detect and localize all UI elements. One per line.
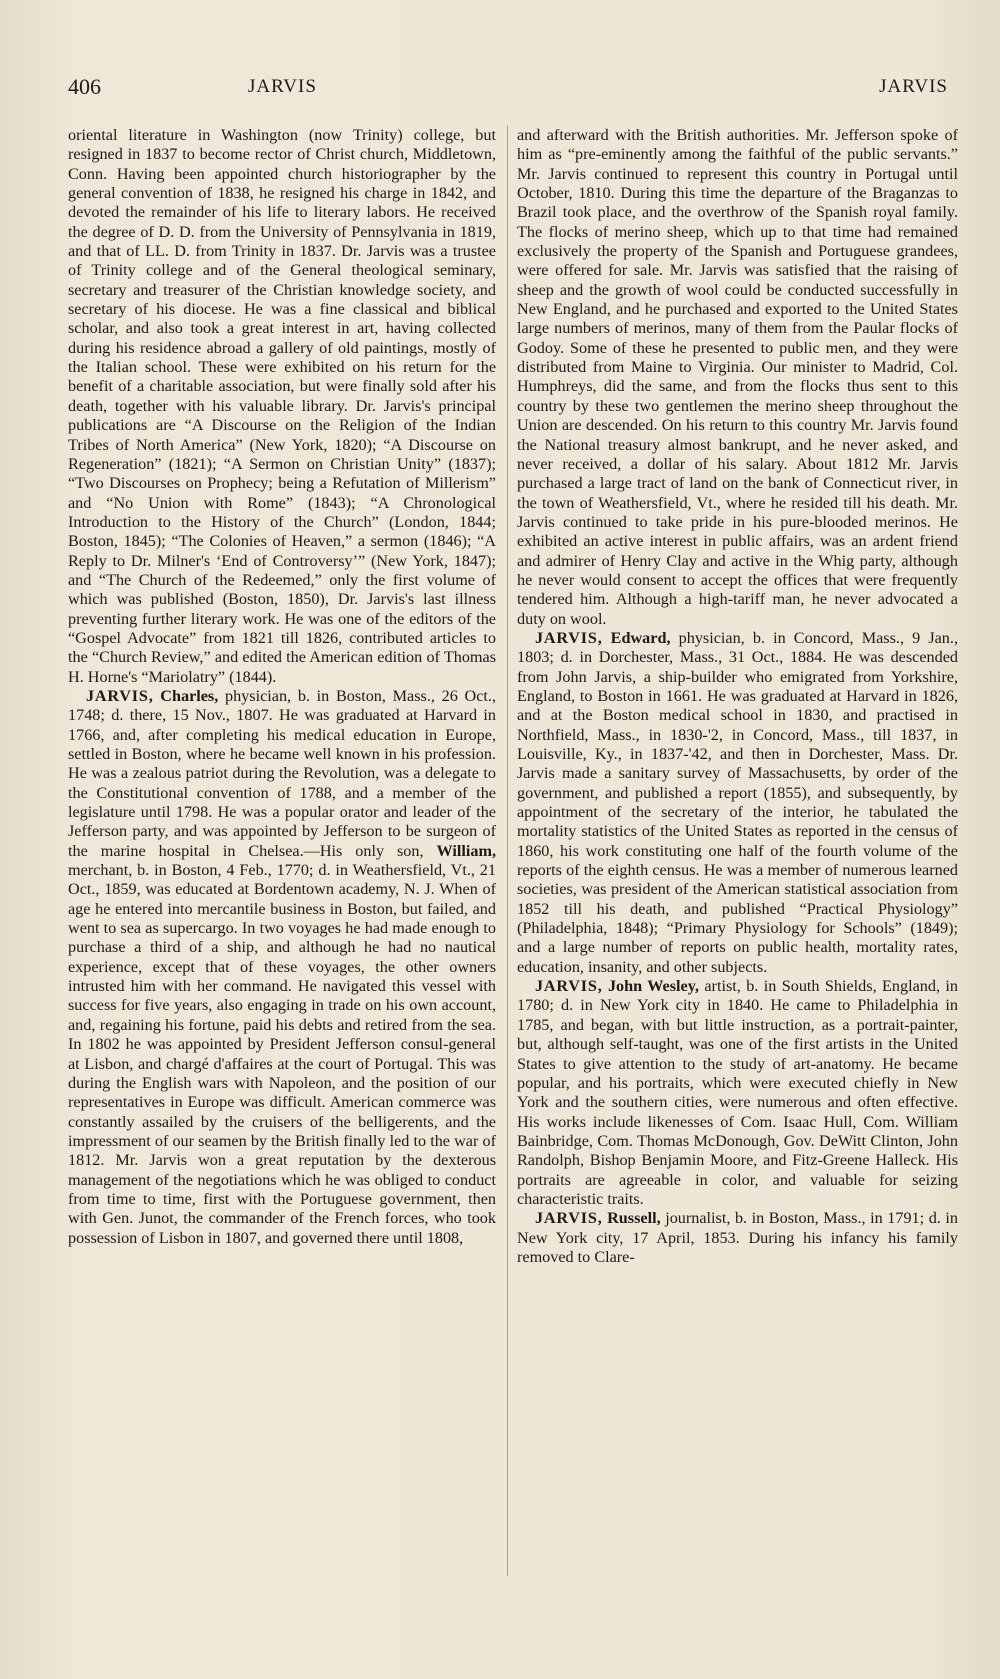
- entry-text: physician, b. in Boston, Mass., 26 Oct., 1748; d. there, 15 Nov., 1807. He was graduated at Harvard in 1766, and, after completing his medical education in Europe, settled in Boston, where he became well known in his profession. He was a zealous patriot during the Revolution, was a delegate to the Constitutional convention of 1788, and a member of the legislature until 1798. He was a popular orator and leader of the Jefferson party, and was appointed by Jefferson to be surgeon of the marine hospital in Chelsea.—His only son,: [68, 686, 497, 860]
- entry-russell-jarvis: [517, 1209, 958, 1267]
- entry-given-name: John Wesley,: [607, 977, 699, 996]
- entry-charles-jarvis: [68, 687, 496, 1248]
- entry-surname: JARVIS,: [535, 1209, 603, 1228]
- entry-surname: JARVIS,: [535, 628, 603, 647]
- entry-text: artist, b. in South Shields, England, in 1780; d. in New York city in 1840. He came to Philadelphia in 1785, and began, with but little instruction, as a portrait-painter, but, although self-taught, was one of the first artists in the United States to give attention to the study of art-anatomy. He became popular, and his portraits, which were executed chiefly in New York and the southern cities, were numerous and often effective. His works include likenesses of Com. Isaac Hull, Com. William Bainbridge, Com. Thomas McDonough, Gov. DeWitt Clinton, John Randolph, Bishop Benjamin Moore, and Fitz-Greene Halleck. His portraits are agreeable in color, and valuable for seizing characteristic traits.: [517, 977, 959, 1208]
- entry-given-name: Russell,: [607, 1209, 661, 1228]
- column-divider: [507, 126, 508, 1576]
- continued-entry-text: and afterward with the British authorities. Mr. Jefferson spoke of him as “pre-eminently among the faithful of the public servants.” Mr. Jarvis continued to represent this country in Portugal until October, 1810. During this time the departure of the Braganzas to Brazil took place, and the overthrow of the Spanish royal family. The flocks of merino sheep, which up to that time had remained exclusively the property of the Spanish and Portuguese grandees, were offered for sale. Mr. Jarvis was satisfied that the raising of sheep and the growth of wool could be conducted successfully in New England, and he purchased and exported to the United States large numbers of merinos, many of them from the Paular flocks of Godoy. Some of these he presented to public men, and they were distributed from Maine to Virginia. Our minister to Madrid, Col. Humphreys, did the same, and from the flocks thus sent to this country by these two gentlemen the merino sheep throughout the Union are descended. On his return to this country Mr. Jarvis found the National treasury almost bankrupt, and he never asked, and never received, a dollar of his salary. About 1812 Mr. Jarvis purchased a large tract of land on the bank of Connecticut river, in the town of Weathersfield, Vt., where he resided till his death. Mr. Jarvis continued to take pride in his pure-blooded merinos. He exhibited an active interest in public affairs, was an ardent friend and admirer of Henry Clay and active in the Whig party, although he never would consent to accept the offices that were frequently tendered him. Although a high-tariff man, he never advocated a duty on wool.: [517, 126, 958, 628]
- running-head-left: JARVIS: [248, 76, 317, 97]
- entry-surname: JARVIS,: [86, 686, 154, 705]
- entry-given-name: Charles,: [160, 686, 219, 705]
- sub-entry-name: William,: [436, 841, 497, 860]
- entry-john-wesley-jarvis: [517, 977, 958, 1209]
- entry-text: journalist, b. in Boston, Mass., in 1791; d. in New York city, 17 April, 1853. During his infancy his family removed to Clare-: [517, 1209, 958, 1266]
- entry-edward-jarvis: [517, 629, 958, 977]
- entry-surname: JARVIS,: [535, 977, 603, 996]
- page-header: [68, 74, 948, 102]
- running-head-right: JARVIS: [879, 76, 948, 97]
- right-column: [517, 126, 958, 1267]
- page-number: 406: [68, 74, 101, 99]
- sub-entry-text: merchant, b. in Boston, 4 Feb., 1770; d. in Weathersfield, Vt., 21 Oct., 1859, was educated at Bordentown academy, N. J. When of age he entered into mercantile business in Boston, but failed, and went to sea as supercargo. In two voyages he had made enough to purchase a third of a ship, and although he had no nautical experience, except that of these voyages, the other owners intrusted him with her command. He navigated this vessel with success for five years, also engaging in trade on his own account, and, regaining his fortune, paid his debts and retired from the sea. In 1802 he was appointed by President Jefferson consul-general at Lisbon, and chargé d'affaires at the court of Portugal. This was during the English wars with Napoleon, and the position of our representatives in Europe was difficult. American commerce was constantly assailed by the cruisers of the belligerents, and the impressment of our seamen by the British finally led to the war of 1812. Mr. Jarvis won a great reputation by the dexterous management of the negotiations which he was obliged to conduct from time to time, first with the Portuguese government, then with Gen. Junot, the commander of the French forces, who took possession of Lisbon in 1807, and governed there until 1808,: [68, 861, 496, 1247]
- entry-given-name: Edward,: [610, 628, 671, 647]
- continued-entry-text: oriental literature in Washington (now Trinity) college, but resigned in 1837 to become rector of Christ church, Middletown, Conn. Having been appointed church historiographer by the general convention of 1838, he resigned his charge in 1842, and devoted the remainder of his life to literary labors. He received the degree of D. D. from the University of Pennsylvania in 1819, and that of LL. D. from Trinity in 1837. Dr. Jarvis was a trustee of Trinity college and of the General theological seminary, secretary and treasurer of the Christian knowledge society, and secretary of his diocese. He was a fine classical and biblical scholar, and also took a great interest in art, having collected during his residence abroad a gallery of old paintings, mostly of the Italian school. These were exhibited on his return for the benefit of a charitable association, but were finally sold after his death, together with his valuable library. Dr. Jarvis's principal publications are “A Discourse on the Religion of the Indian Tribes of North America” (New York, 1820); “A Discourse on Regeneration” (1821); “A Sermon on Christian Unity” (1837); “Two Discourses on Prophecy; being a Refutation of Millerism” and “No Union with Rome” (1843); “A Chronological Introduction to the History of the Church” (London, 1844; Boston, 1845); “The Colonies of Heaven,” a sermon (1846); “A Reply to Dr. Milner's ‘End of Controversy’” (New York, 1847); and “The Church of the Redeemed,” only the first volume of which was published (Boston, 1850), Dr. Jarvis's last illness preventing further literary work. He was one of the editors of the “Gospel Advocate” from 1821 till 1826, contributed articles to the “Church Review,” and edited the American edition of Thomas H. Horne's “Mariolatry” (1844).: [68, 126, 496, 686]
- left-column: [68, 126, 496, 1248]
- entry-text: physician, b. in Concord, Mass., 9 Jan., 1803; d. in Dorchester, Mass., 31 Oct., 1884. He was descended from John Jarvis, a ship-builder who emigrated from Yorkshire, England, to Boston in 1661. He was graduated at Harvard in 1826, and at the Boston medical school in 1830, and practised in Northfield, Mass., in 1830-'2, in Concord, Mass., till 1837, in Louisville, Ky., in 1837-'42, and then in Dorchester, Mass. Dr. Jarvis made a sanitary survey of Massachusetts, by order of the government, and published a report (1855), and subsequently, by appointment of the secretary of the interior, he tabulated the mortality statistics of the United States as reported in the census of 1860, his work constituting one half of the fourth volume of the reports of the eighth census. He was a member of numerous learned societies, was president of the American statistical association from 1852 till his death, and published “Practical Physiology” (Philadelphia, 1848); “Primary Physiology for Schools” (1849); and a large number of reports on public health, mortality rates, education, insanity, and other subjects.: [517, 628, 958, 976]
